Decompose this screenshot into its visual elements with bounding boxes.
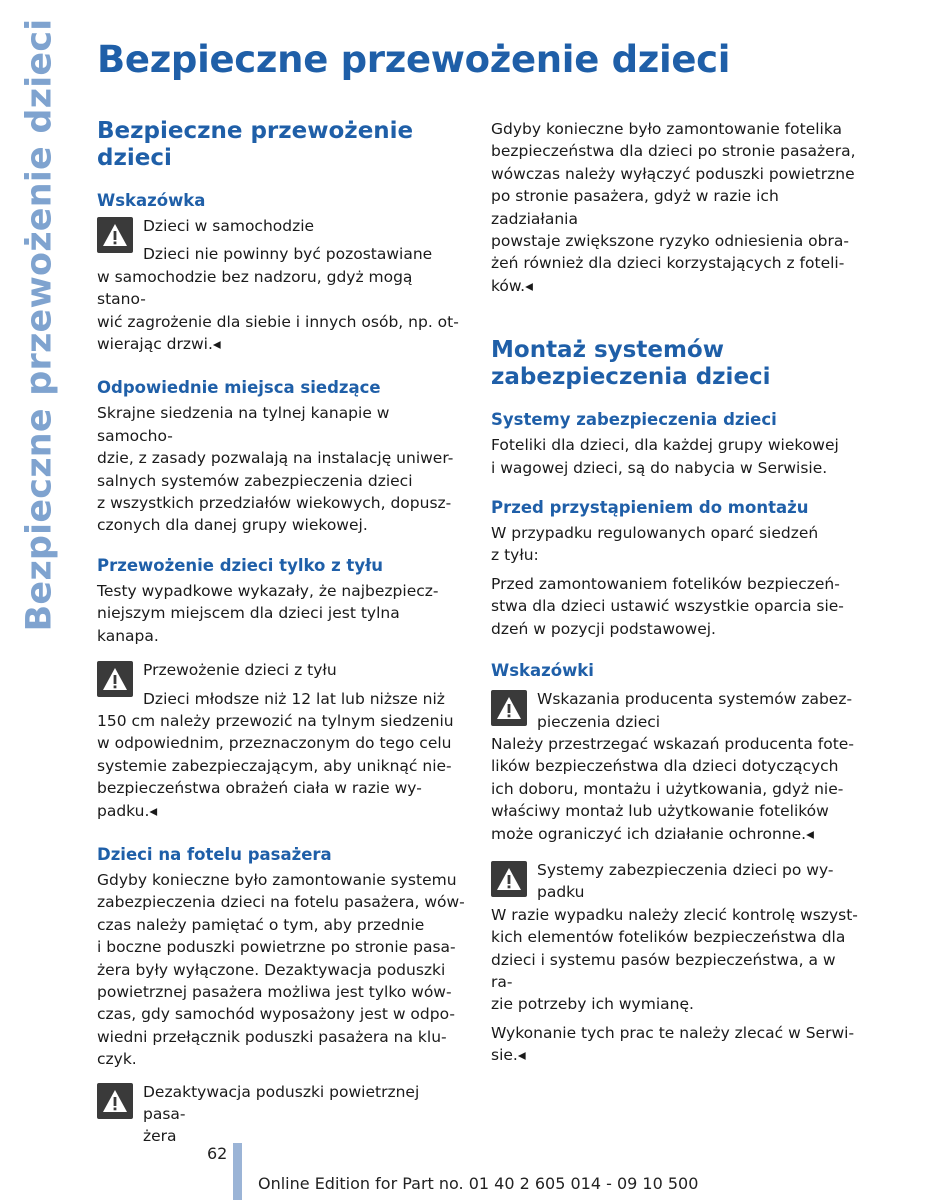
paragraph-before-install-2: Przed zamontowaniem fotelików bezpieczeń- stwa dla dzieci ustawić wszystkie oparcia sie- dzeń w pozycji podstawowej. [491, 574, 844, 638]
side-tab [14, 18, 64, 632]
warning-triangle-icon [491, 861, 527, 897]
warning-title: Systemy zabezpieczenia dzieci po wy- padku [537, 860, 834, 902]
paragraph-systems: Foteliki dla dzieci, dla każdej grupy wiekowej i wagowej dzieci, są do nabycia w Serwisie. [491, 436, 839, 477]
warning-triangle-icon [97, 217, 133, 253]
subheading-passenger-seat: Dzieci na fotelu pasażera [97, 844, 332, 864]
warning-body: w samochodzie bez nadzoru, gdyż mogą stano- wić zagrożenie dla siebie i innych osób, np. ot- wierając drzwi.◂ [97, 267, 459, 354]
warning-body: Należy przestrzegać wskazań producenta fote- lików bezpieczeństwa dla dzieci dotyczących ich doboru, montażu i użytkowania, gdyż nie- właściwy montaż lub użytkowanie fotelików może ograniczyć ich działanie ochronne.◂ [491, 734, 854, 843]
page-title: Bezpieczne przewożenie dzieci [97, 38, 731, 81]
footer-edition: Online Edition for Part no. 01 40 2 605 014 - 09 10 500 [258, 1174, 699, 1193]
warning-title: Dzieci w samochodzie [143, 217, 315, 235]
paragraph-before-install-1: W przypadku regulowanych oparć siedzeń z tyłu: [491, 524, 819, 565]
warning-title: Wskazania producenta systemów zabez- pieczenia dzieci [537, 690, 853, 731]
subheading-wskazowki: Wskazówki [491, 661, 594, 681]
subheading-systems: Systemy zabezpieczenia dzieci [491, 410, 777, 430]
subheading-rear-only: Przewożenie dzieci tylko z tyłu [97, 555, 383, 575]
subheading-wskazowka: Wskazówka [97, 191, 206, 210]
paragraph-seating: Skrajne siedzenia na tylnej kanapie w samocho- dzie, z zasady pozwalają na instalację uniwer- salnych systemów zabezpieczenia dzieci z wszystkich przedziałów wiekowych, dopusz- czonych dla danej grupy wiekowej. [97, 404, 454, 535]
warning-box-children-in-car [97, 215, 465, 266]
warning-title: Przewożenie dzieci z tyłu [143, 661, 337, 680]
paragraph-passenger-seat: Gdyby konieczne było zamontowanie systemu zabezpieczenia dzieci na fotelu pasażera, wów- czas należy pamiętać o tym, aby przednie i boczne poduszki powietrzne po stronie pasa- żera były wyłączone. Dezaktywacja poduszki powietrznej pasażera możliwa jest tylko wów- czas, gdy samochód wyposażony jest w odpo- wiedni przełącznik poduszki pasażera na klu- czyk. [97, 870, 465, 1069]
warning-body: W razie wypadku należy zlecić kontrolę wszyst- kich elementów fotelików bezpieczeństwa dla dzieci i systemu pasów bezpieczeństwa, a w ra- zie potrzeby ich wymianę. [491, 905, 858, 1014]
subheading-before-install: Przed przystąpieniem do montażu [491, 498, 809, 518]
section-heading-transport: Bezpieczne przewożenie dzieci [97, 118, 414, 171]
footer-bar [233, 1143, 242, 1200]
warning-box-rear-transport [97, 659, 465, 710]
warning-text: Dzieci nie powinny być pozostawiane [143, 245, 433, 264]
warning-box-airbag-deactivation [97, 1081, 465, 1148]
warning-body-2: Wykonanie tych prac te należy zlecać w Serwi- sie.◂ [491, 1023, 855, 1065]
section-heading-installation: Montaż systemów zabezpieczenia dzieci [491, 337, 771, 391]
subheading-seating: Odpowiednie miejsca siedzące [97, 378, 381, 398]
warning-text: Dzieci młodsze niż 12 lat lub niższe niż [143, 689, 445, 708]
warning-triangle-icon [97, 1083, 133, 1119]
paragraph-continuation: Gdyby konieczne było zamontowanie fotelika bezpieczeństwa dla dzieci po stronie pasażera, wówczas należy wyłączyć poduszki powietrzne po stronie pasażera, gdyż w razie ich zadziałania powstaje zwiększone ryzyko odniesienia obra- żeń również dla dzieci korzystających z foteli- ków.◂ [491, 120, 856, 295]
page-number: 62 [207, 1144, 228, 1163]
left-column [97, 118, 465, 1148]
warning-box-after-accident [491, 859, 859, 904]
warning-triangle-icon [97, 661, 133, 697]
warning-body: 150 cm należy przewozić na tylnym siedzeniu w odpowiednim, przeznaczonym do tego celu systemie zabezpieczającym, aby uniknąć nie- bezpieczeństwa obrażeń ciała w razie wy- padku.◂ [97, 711, 454, 820]
warning-title: Dezaktywacja poduszki powietrznej pasa- żera [143, 1082, 420, 1146]
warning-triangle-icon [491, 690, 527, 726]
side-tab-label: Bezpieczne przewożenie dzieci [19, 18, 59, 632]
paragraph-rear-only: Testy wypadkowe wykazały, że najbezpiecz- niejszym miejscem dla dzieci jest tylna kanapa. [97, 581, 439, 645]
warning-box-manufacturer [491, 688, 859, 733]
right-column [491, 118, 859, 1073]
